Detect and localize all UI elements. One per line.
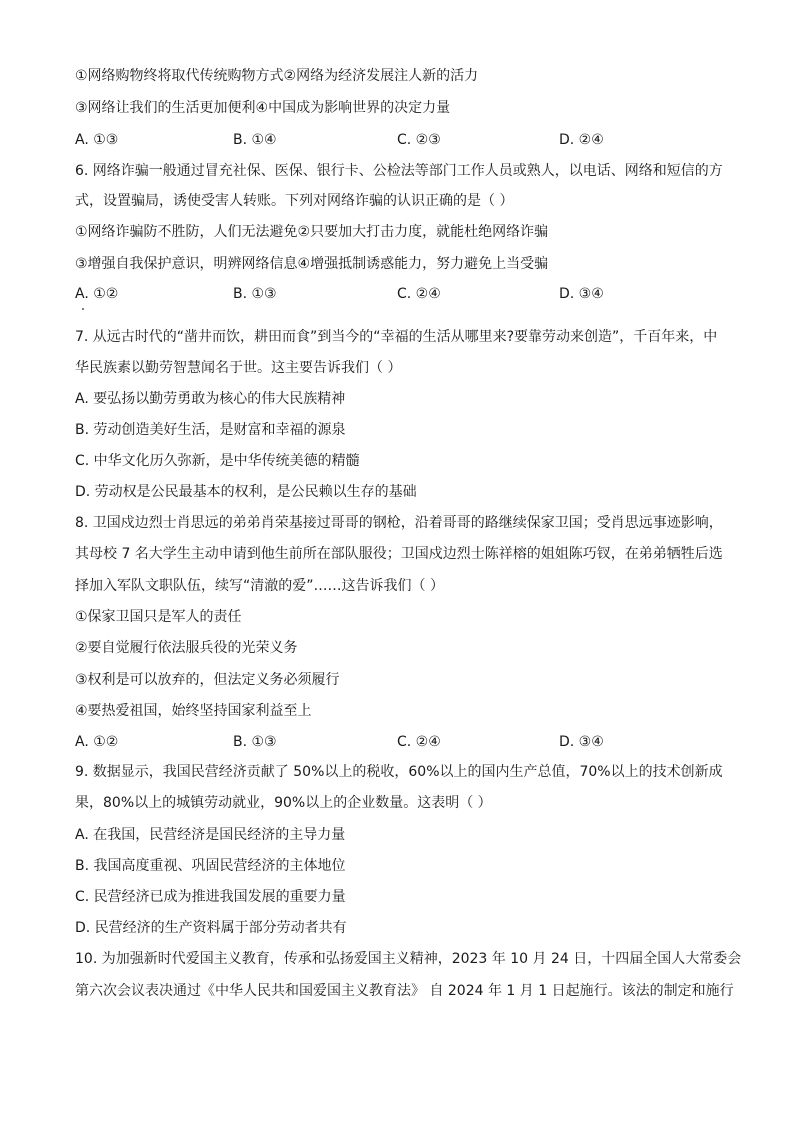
q7-choice-d[interactable]: D. 劳动权是公民最基本的权利，是公民赖以生存的基础 bbox=[75, 484, 417, 500]
q6-option-c[interactable]: C. ②④ bbox=[397, 286, 441, 302]
q6-option-a[interactable]: A. ①② bbox=[75, 286, 119, 302]
q6-stem-line-2: 式，设置骗局，诱使受害人转账。下列对网络诈骗的认识正确的是（ ） bbox=[75, 193, 514, 209]
q6-statement-line-2: ③增强自我保护意识，明辨网络信息④增强抵制诱惑能力，努力避免上当受骗 bbox=[75, 256, 549, 272]
q9-choice-c[interactable]: C. 民营经济已成为推进我国发展的重要力量 bbox=[75, 889, 346, 905]
q7-stem-line-2: 华民族素以勤劳智慧闻名于世。这主要告诉我们（ ） bbox=[75, 360, 402, 376]
q5-option-b[interactable]: B. ①④ bbox=[233, 132, 277, 148]
q7-choice-c[interactable]: C. 中华文化历久弥新，是中华传统美德的精髓 bbox=[75, 453, 360, 469]
q6-stem-line-1: 6. 网络诈骗一般通过冒充社保、医保、银行卡、公检法等部门工作人员或熟人，以电话、网络和短信的方 bbox=[75, 163, 723, 179]
q9-stem-line-2: 果，80%以上的城镇劳动就业，90%以上的企业数量。这表明（ ） bbox=[75, 795, 492, 811]
q5-option-c[interactable]: C. ②③ bbox=[397, 132, 441, 148]
q7-stem-line-1: 7. 从远古时代的“凿井而饮，耕田而食”到当今的“幸福的生活从哪里来?要靠劳动来创造”，千百年来，中 bbox=[75, 329, 718, 345]
q9-choice-b[interactable]: B. 我国高度重视、巩固民营经济的主体地位 bbox=[75, 858, 346, 874]
q10-stem-line-1: 10. 为加强新时代爱国主义教育，传承和弘扬爱国主义精神，2023 年 10 月 24 日，十四届全国人大常委会 bbox=[75, 951, 742, 967]
q8-statement-4: ④要热爱祖国，始终坚持国家利益至上 bbox=[75, 703, 312, 719]
q7-choice-b[interactable]: B. 劳动创造美好生活，是财富和幸福的源泉 bbox=[75, 422, 346, 438]
q6-statement-line-1: ①网络诈骗防不胜防，人们无法避免②只要加大打击力度，就能杜绝网络诈骗 bbox=[75, 224, 549, 240]
stray-dot-mark bbox=[82, 308, 84, 310]
q8-statement-3: ③权利是可以放弃的，但法定义务必须履行 bbox=[75, 672, 340, 688]
q5-options bbox=[75, 130, 725, 150]
q6-options bbox=[75, 284, 725, 304]
q9-stem-line-1: 9. 数据显示，我国民营经济贡献了 50%以上的税收，60%以上的国内生产总值，70%以上的技术创新成 bbox=[75, 764, 723, 780]
q5-option-d[interactable]: D. ②④ bbox=[559, 132, 604, 148]
q8-statement-1: ①保家卫国只是军人的责任 bbox=[75, 609, 242, 625]
q5-statement-line-2: ③网络让我们的生活更加便利④中国成为影响世界的决定力量 bbox=[75, 100, 451, 116]
q6-option-d[interactable]: D. ③④ bbox=[559, 286, 604, 302]
q9-choice-d[interactable]: D. 民营经济的生产资料属于部分劳动者共有 bbox=[75, 920, 347, 936]
q5-statement-line-1: ①网络购物终将取代传统购物方式②网络为经济发展注人新的活力 bbox=[75, 68, 479, 84]
q7-choice-a[interactable]: A. 要弘扬以勤劳勇敢为核心的伟大民族精神 bbox=[75, 391, 346, 407]
q6-option-b[interactable]: B. ①③ bbox=[233, 286, 277, 302]
q8-options bbox=[75, 732, 725, 752]
q8-statement-2: ②要自觉履行依法服兵役的光荣义务 bbox=[75, 640, 298, 656]
q9-choice-a[interactable]: A. 在我国，民营经济是国民经济的主导力量 bbox=[75, 827, 346, 843]
q8-stem-line-3: 择加入军队文职队伍，续写“清澈的爱”……这告诉我们（ ） bbox=[75, 578, 444, 594]
q8-option-c[interactable]: C. ②④ bbox=[397, 734, 441, 750]
q8-stem-line-2: 其母校 7 名大学生主动申请到他生前所在部队服役；卫国戍边烈士陈祥榕的姐姐陈巧钗，在弟弟牺牲后选 bbox=[75, 546, 723, 562]
q8-option-a[interactable]: A. ①② bbox=[75, 734, 119, 750]
q10-stem-line-2: 第六次会议表决通过《中华人民共和国爱国主义教育法》 自 2024 年 1 月 1 日起施行。该法的制定和施行 bbox=[75, 983, 734, 999]
q8-option-d[interactable]: D. ③④ bbox=[559, 734, 604, 750]
q5-option-a[interactable]: A. ①③ bbox=[75, 132, 119, 148]
q8-stem-line-1: 8. 卫国戍边烈士肖思远的弟弟肖荣基接过哥哥的钢枪，沿着哥哥的路继续保家卫国；受肖思远事迹影响， bbox=[75, 515, 723, 531]
q8-option-b[interactable]: B. ①③ bbox=[233, 734, 277, 750]
